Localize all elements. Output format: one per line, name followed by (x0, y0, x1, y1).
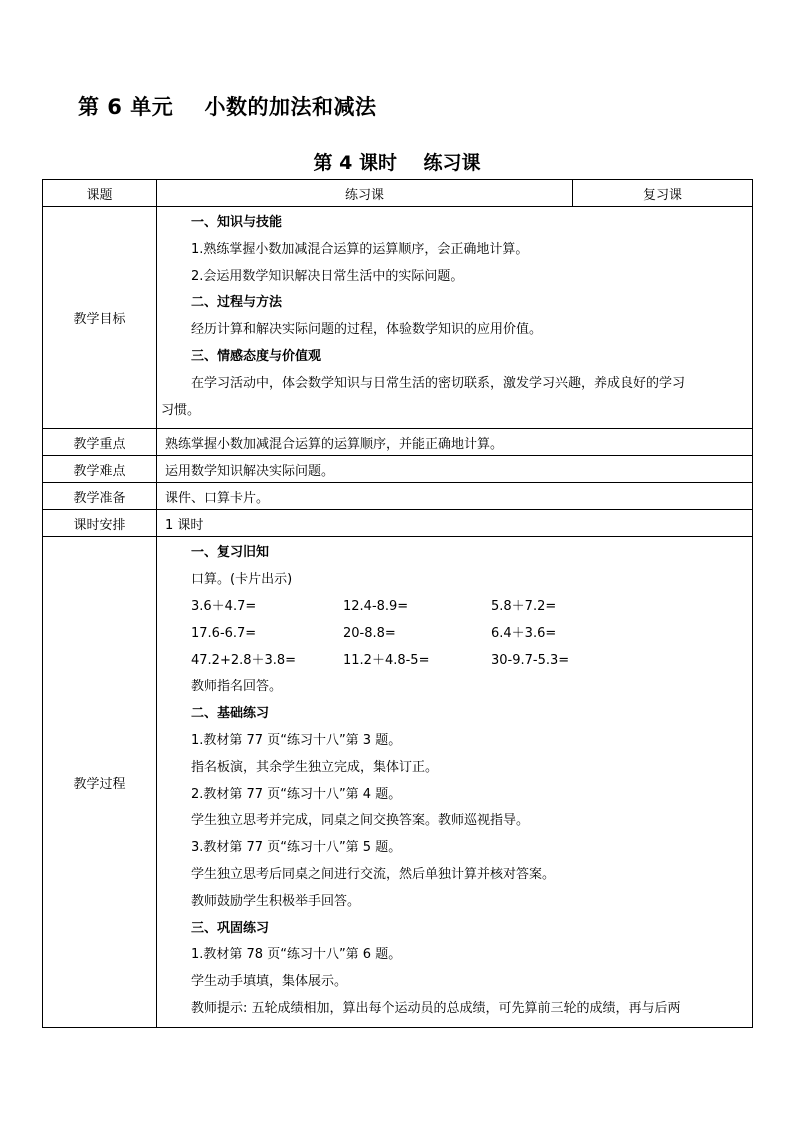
objectives-content (157, 207, 753, 429)
key-point-row (43, 429, 753, 456)
process-row (43, 537, 753, 1027)
calc-item: 20-8.8= (343, 625, 396, 641)
consolidate-line: 学生动手填填，集体展示。 (191, 974, 348, 990)
calc-item: 17.6-6.7= (191, 625, 257, 641)
calc-item: 47.2+2.8＋3.8= (191, 652, 297, 668)
objective-heading-2: 二、过程与方法 (191, 295, 283, 311)
process-label: 教学过程 (43, 537, 157, 1027)
schedule-value: 1 课时 (157, 510, 753, 537)
calc-row (191, 621, 746, 648)
difficulty-label: 教学难点 (43, 456, 157, 483)
consolidate-line: 1.教材第 78 页“练习十八”第 6 题。 (191, 947, 402, 963)
calc-item: 30-9.7-5.3= (491, 652, 570, 668)
topic-row (43, 180, 753, 207)
oral-calc-intro: 口算。(卡片出示) (191, 572, 293, 588)
review-heading: 一、复习旧知 (191, 545, 270, 561)
topic-type: 复习课 (573, 180, 753, 207)
calc-row (191, 648, 746, 675)
preparation-row (43, 483, 753, 510)
objective-line: 在学习活动中，体会数学知识与日常生活的密切联系，激发学习兴趣，养成良好的学习 (191, 375, 686, 391)
objective-line: 1.熟练掌握小数加减混合运算的运算顺序，会正确地计算。 (191, 241, 529, 257)
objective-line: 经历计算和解决实际问题的过程，体验数学知识的应用价值。 (191, 322, 543, 338)
basic-line: 2.教材第 77 页“练习十八”第 4 题。 (191, 786, 402, 802)
key-point-value: 熟练掌握小数加减混合运算的运算顺序，并能正确地计算。 (157, 429, 753, 456)
key-point-label: 教学重点 (43, 429, 157, 456)
unit-title: 第 6 单元 小数的加法和减法 (78, 95, 377, 119)
lesson-title: 第 4 课时 练习课 (313, 152, 481, 174)
process-content (157, 537, 753, 1027)
lesson-plan-table (42, 179, 753, 1028)
calc-item: 12.4-8.9= (343, 598, 409, 614)
objective-heading-3: 三、情感态度与价值观 (191, 348, 322, 364)
objective-line-continued: 习惯。 (161, 402, 201, 418)
basic-line: 指名板演，其余学生独立完成，集体订正。 (191, 759, 439, 775)
basic-line: 1.教材第 77 页“练习十八”第 3 题。 (191, 732, 402, 748)
difficulty-value: 运用数学知识解决实际问题。 (157, 456, 753, 483)
calc-item: 5.8＋7.2= (491, 598, 557, 614)
objective-heading-1: 一、知识与技能 (191, 215, 283, 230)
schedule-row (43, 510, 753, 537)
objectives-row (43, 207, 753, 429)
calc-item: 3.6＋4.7= (191, 598, 257, 614)
consolidate-line: 教师提示: 五轮成绩相加，算出每个运动员的总成绩，可先算前三轮的成绩，再与后两 (191, 1000, 681, 1016)
consolidate-heading: 三、巩固练习 (191, 920, 270, 936)
schedule-label: 课时安排 (43, 510, 157, 537)
calc-row (191, 594, 746, 621)
preparation-label: 教学准备 (43, 483, 157, 510)
basic-line: 学生独立思考并完成，同桌之间交换答案。教师巡视指导。 (191, 813, 530, 829)
difficulty-row (43, 456, 753, 483)
topic-value: 练习课 (157, 180, 573, 207)
basic-line: 学生独立思考后同桌之间进行交流，然后单独计算并核对答案。 (191, 866, 556, 882)
basic-line: 教师鼓励学生积极举手回答。 (191, 893, 361, 909)
basic-line: 3.教材第 77 页“练习十八”第 5 题。 (191, 840, 402, 856)
basic-heading: 二、基础练习 (191, 706, 270, 722)
calc-item: 6.4＋3.6= (491, 625, 557, 641)
topic-label: 课题 (43, 180, 157, 207)
objectives-label: 教学目标 (43, 207, 157, 429)
preparation-value: 课件、口算卡片。 (157, 483, 753, 510)
calc-item: 11.2＋4.8-5= (343, 652, 430, 668)
teacher-call: 教师指名回答。 (191, 679, 283, 695)
objective-line: 2.会运用数学知识解决日常生活中的实际问题。 (191, 268, 464, 284)
